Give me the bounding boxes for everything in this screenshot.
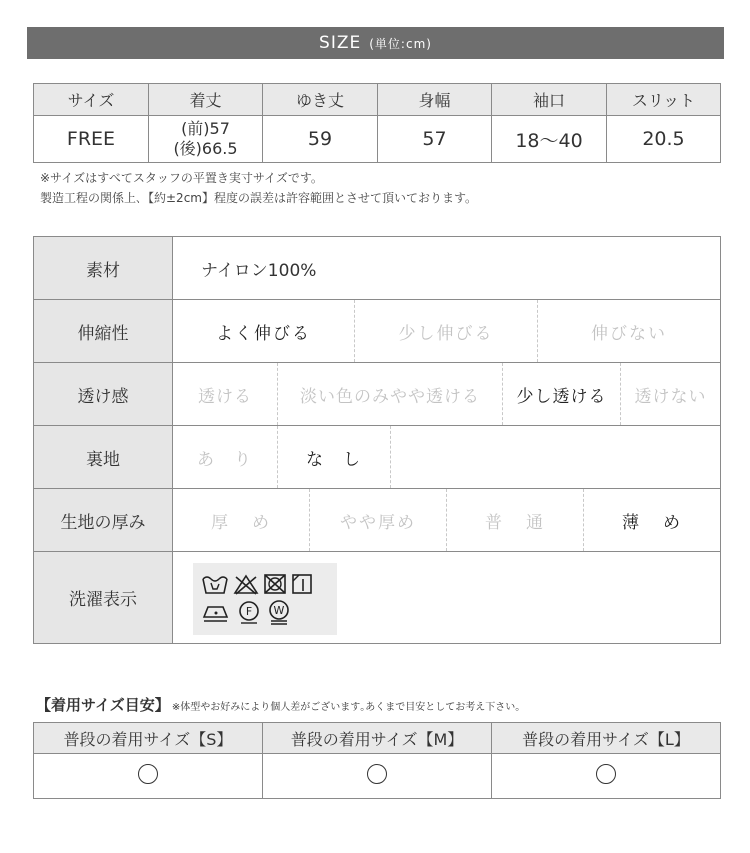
iron-low-icon bbox=[201, 601, 231, 623]
size-note-1: ※サイズはすべてスタッフの平置き実寸サイズです。 bbox=[40, 171, 323, 185]
guide-note: ※体型やお好みにより個人差がございます｡あくまで目安としてお考え下さい｡ bbox=[171, 702, 521, 713]
length-back: (後)66.5 bbox=[173, 139, 238, 158]
svg-text:W: W bbox=[273, 604, 285, 617]
lining-option-empty bbox=[391, 426, 720, 488]
lining-option-no: なし bbox=[278, 426, 391, 488]
spec-row-thickness bbox=[34, 489, 721, 552]
guide-cell-m bbox=[263, 754, 492, 799]
cell-size: FREE bbox=[34, 116, 149, 163]
cell-width: 57 bbox=[378, 116, 492, 163]
hand-wash-icon bbox=[201, 573, 229, 595]
stretch-label: 伸縮性 bbox=[34, 300, 173, 363]
svg-text:F: F bbox=[245, 605, 253, 618]
guide-header-row bbox=[34, 723, 721, 754]
no-tumble-dry-icon bbox=[263, 573, 287, 595]
stretch-option-high: よく伸びる bbox=[173, 300, 355, 362]
cell-length bbox=[149, 116, 263, 163]
guide-cell-l bbox=[492, 754, 721, 799]
lining-label: 裏地 bbox=[34, 426, 173, 489]
guide-title bbox=[36, 694, 520, 715]
spec-row-lining bbox=[34, 426, 721, 489]
wet-clean-w-icon bbox=[267, 599, 291, 625]
thickness-option-normal: 普通 bbox=[447, 489, 584, 551]
spec-row-washing bbox=[34, 552, 721, 644]
header-width: 身幅 bbox=[378, 84, 492, 116]
guide-header-m: 普段の着用サイズ【M】 bbox=[263, 723, 492, 754]
guide-header-l: 普段の着用サイズ【L】 bbox=[492, 723, 721, 754]
size-banner bbox=[27, 27, 724, 59]
thickness-label: 生地の厚み bbox=[34, 489, 173, 552]
sheer-option-not: 透けない bbox=[634, 386, 707, 407]
size-table-row bbox=[34, 116, 721, 163]
thickness-option-thick: 厚め bbox=[173, 489, 310, 551]
dry-clean-f-icon bbox=[237, 600, 261, 624]
size-table-header-row bbox=[34, 84, 721, 116]
sheer-label: 透け感 bbox=[34, 363, 173, 426]
guide-row bbox=[34, 754, 721, 799]
cell-yuki: 59 bbox=[263, 116, 378, 163]
header-cuff: 袖口 bbox=[492, 84, 607, 116]
header-slit: スリット bbox=[607, 84, 721, 116]
thickness-option-thin: 薄め bbox=[622, 512, 704, 533]
length-front: (前)57 bbox=[181, 119, 230, 138]
guide-mark-l bbox=[596, 764, 616, 784]
header-yuki: ゆき丈 bbox=[263, 84, 378, 116]
thickness-option-slightly-thick: やや厚め bbox=[310, 489, 447, 551]
guide-cell-s bbox=[34, 754, 263, 799]
size-table bbox=[33, 83, 721, 163]
lining-option-yes: あり bbox=[173, 426, 278, 488]
size-title: SIZE bbox=[319, 33, 362, 53]
sheer-option-slightly: 少し透ける bbox=[503, 363, 621, 425]
sheer-option-sheer: 透ける bbox=[173, 363, 278, 425]
size-note-2: 製造工程の関係上､【約±2cm】程度の誤差は許容範囲とさせて頂いております。 bbox=[40, 191, 478, 205]
spec-row-stretch bbox=[34, 300, 721, 363]
guide-mark-m bbox=[367, 764, 387, 784]
guide-title-text: 【着用サイズ目安】 bbox=[36, 696, 170, 714]
material-value: ナイロン100% bbox=[201, 260, 317, 281]
cell-cuff: 18～40 bbox=[492, 116, 607, 163]
header-size: サイズ bbox=[34, 84, 149, 116]
sheer-option-light-colors: 淡い色のみやや透ける bbox=[278, 363, 503, 425]
guide-table bbox=[33, 722, 721, 799]
washing-symbols bbox=[193, 563, 337, 635]
stretch-option-some: 少し伸びる bbox=[355, 300, 538, 362]
no-bleach-icon bbox=[233, 573, 259, 595]
spec-row-material bbox=[34, 237, 721, 300]
spec-table bbox=[33, 236, 721, 644]
washing-label: 洗濯表示 bbox=[34, 552, 173, 644]
line-dry-shade-icon bbox=[291, 573, 313, 595]
guide-header-s: 普段の着用サイズ【S】 bbox=[34, 723, 263, 754]
size-unit: (単位:cm) bbox=[369, 36, 432, 51]
guide-mark-s bbox=[138, 764, 158, 784]
stretch-option-none: 伸びない bbox=[591, 323, 667, 344]
cell-slit: 20.5 bbox=[607, 116, 721, 163]
spec-row-sheer bbox=[34, 363, 721, 426]
header-length: 着丈 bbox=[149, 84, 263, 116]
material-label: 素材 bbox=[34, 237, 173, 300]
